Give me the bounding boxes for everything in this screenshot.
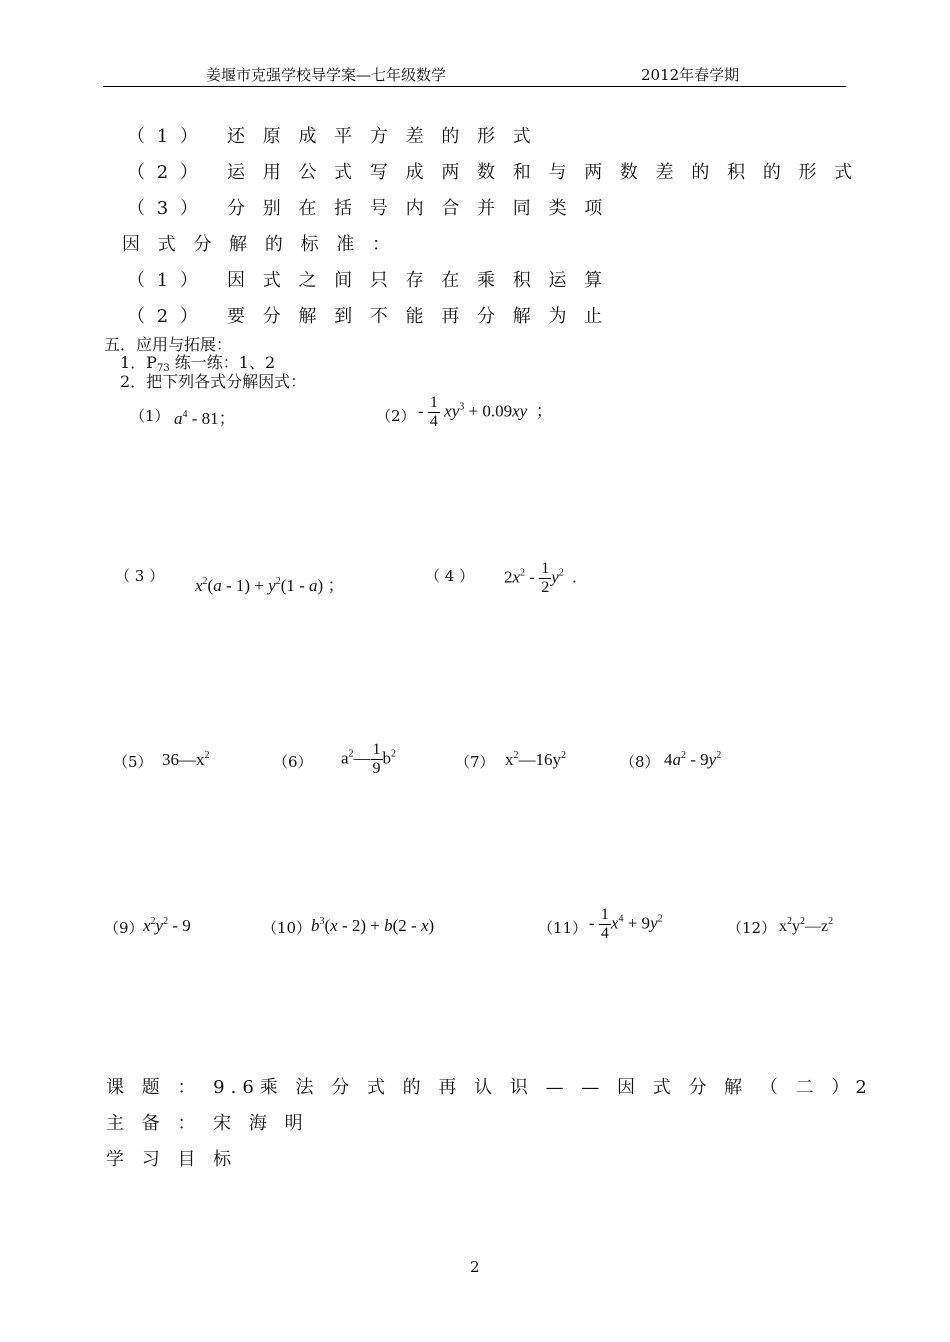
- problem-11-label: （11）: [538, 919, 588, 937]
- section-5-title: 五．应用与拓展：: [104, 335, 233, 354]
- header-rule: [103, 86, 846, 87]
- problem-6-label: （6）: [273, 753, 313, 771]
- section-5-item-1: 1．$P_{73}$ 练一练：1、2: [120, 353, 276, 374]
- standard-1-text: 因 式 之 间 只 存 在 乘 积 运 算: [227, 270, 609, 291]
- step-2-num: （ 2 ）: [127, 162, 201, 183]
- header-title: 姜堰市克强学校导学案—七年级数学: [206, 66, 447, 84]
- problem-4-expr: $2x^2$ - $\frac{1}{2}$ $y^2$ .: [504, 560, 577, 596]
- problem-11-expr: - $\frac{1}{4}$ $x^4 + 9y^2$: [589, 906, 663, 942]
- problem-3-expr: $x^2(a - 1) + y^2(1 - a)$ ；: [195, 576, 345, 595]
- standard-2-num: （ 2 ）: [127, 306, 201, 327]
- problem-5-expr: $36—x^2$: [162, 750, 210, 769]
- problem-1-expr: $a^4 - 81$；: [174, 409, 236, 428]
- problem-8-label: （8）: [620, 753, 660, 771]
- problem-1-label: （1）: [130, 407, 170, 425]
- step-3-text: 分 别 在 括 号 内 合 并 同 类 项: [227, 198, 609, 219]
- header-term: 2012年春学期: [641, 66, 740, 84]
- problem-7-label: （7）: [455, 753, 495, 771]
- problem-4-label: （ 4 ）: [425, 567, 475, 585]
- problem-9-expr: $x^2y^2 - 9$: [143, 916, 191, 935]
- problem-10-expr: $b^3(x - 2) + b(2 - x)$: [311, 916, 435, 935]
- step-1-num: （ 1 ）: [127, 126, 201, 147]
- problem-6-expr: $a^2—$ $\frac{1}{9}$ $b^2$: [341, 741, 397, 777]
- section-5-item-2: 2．把下列各式分解因式：: [120, 372, 307, 391]
- problem-2-expr: - $\frac{1}{4}$ $xy^3 + 0.09xy$ ；: [418, 394, 553, 430]
- problem-9-label: （9）: [104, 919, 144, 937]
- standard-title: 因 式 分 解 的 标 准 ：: [122, 234, 397, 255]
- step-1-text: 还 原 成 平 方 差 的 形 式: [227, 126, 537, 147]
- problem-10-label: （10）: [262, 919, 312, 937]
- standard-2-text: 要 分 解 到 不 能 再 分 解 为 止: [227, 306, 609, 327]
- problem-12-expr: $x^2y^2—z^2$: [779, 916, 834, 935]
- page-number: 2: [470, 1258, 480, 1276]
- lesson-author: 主 备 ： 宋 海 明: [106, 1113, 309, 1134]
- problem-8-expr: $4a^2 - 9y^2$: [664, 750, 722, 769]
- standard-1-num: （ 1 ）: [127, 270, 201, 291]
- lesson-topic: 课 题 ： 9.6乘 法 分 式 的 再 认 识 — — 因 式 分 解 （ 二 ）2: [106, 1077, 873, 1098]
- lesson-goals: 学 习 目 标: [106, 1149, 238, 1170]
- problem-12-label: （12）: [727, 919, 777, 937]
- problem-3-label: （ 3 ）: [115, 567, 165, 585]
- problem-2-label: （2）: [376, 407, 416, 425]
- step-3-num: （ 3 ）: [127, 198, 201, 219]
- step-2-text: 运 用 公 式 写 成 两 数 和 与 两 数 差 的 积 的 形 式: [227, 162, 859, 183]
- problem-7-expr: $x^2—16y^2$: [505, 750, 566, 769]
- problem-5-label: （5）: [113, 753, 153, 771]
